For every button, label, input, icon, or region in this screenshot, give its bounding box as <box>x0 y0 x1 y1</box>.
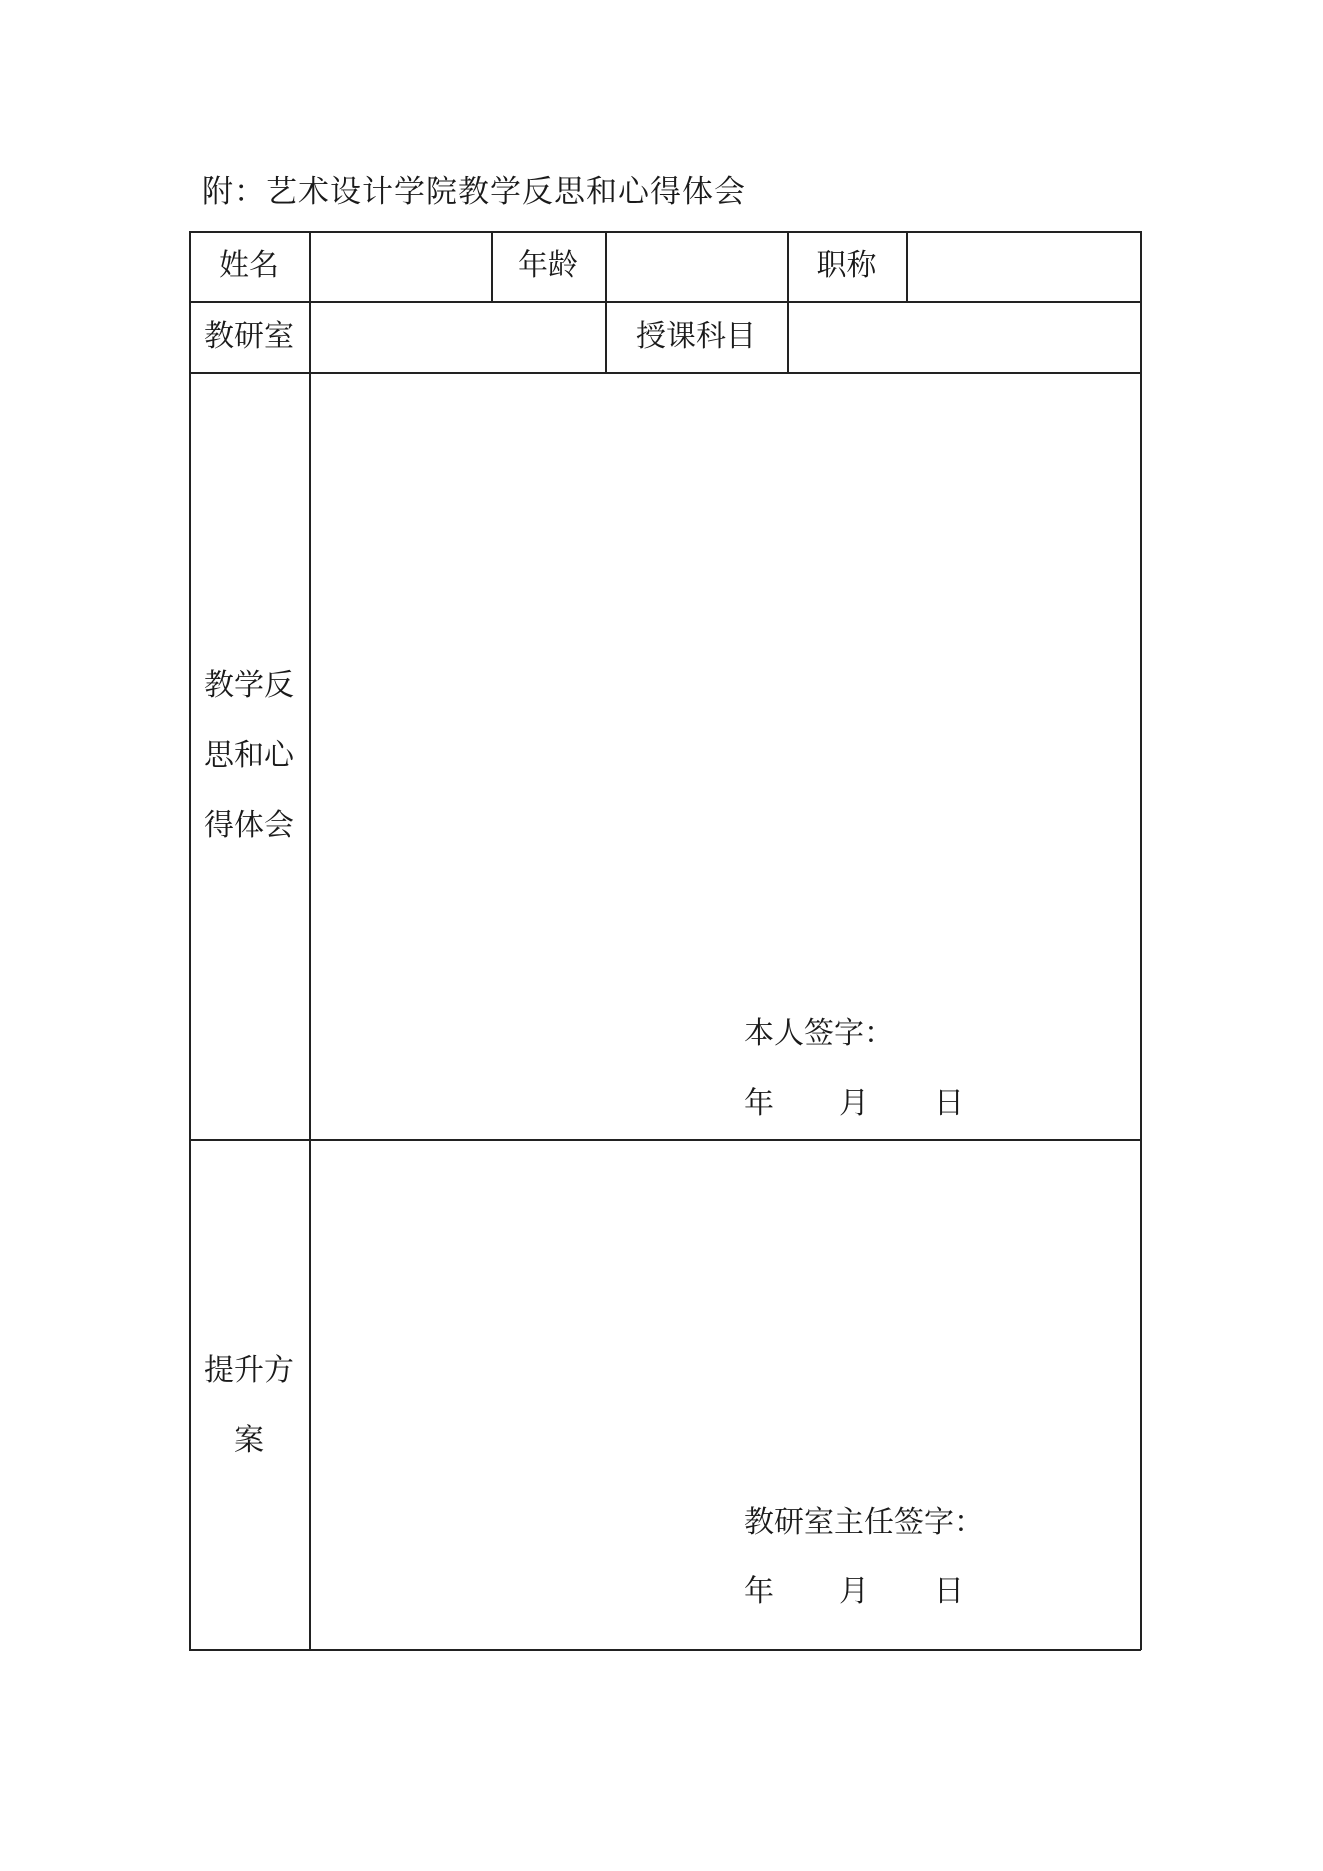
improvement-label-line-1: 提升方 <box>204 1353 294 1388</box>
reflection-label-line-2: 思和心 <box>204 738 294 773</box>
department-field[interactable] <box>311 303 604 371</box>
name-label: 姓名 <box>219 248 279 283</box>
age-field[interactable] <box>607 233 786 300</box>
reflection-label-line-3: 得体会 <box>204 808 294 843</box>
reflection-date-month: 月 <box>839 1086 869 1121</box>
department-label: 教研室 <box>204 318 294 354</box>
page-title: 附：艺术设计学院教学反思和心得体会 <box>202 174 746 210</box>
improvement-date-month: 月 <box>839 1574 869 1609</box>
improvement-date-year: 年 <box>744 1574 774 1609</box>
reflection-label <box>189 651 309 861</box>
reflection-date-year: 年 <box>744 1086 774 1121</box>
improvement-label-line-2: 案 <box>234 1423 264 1458</box>
age-label: 年龄 <box>518 248 578 283</box>
reflection-date-day: 日 <box>934 1086 964 1121</box>
improvement-label <box>189 1336 309 1476</box>
table-border-bottom <box>189 1649 1141 1651</box>
reflection-field[interactable] <box>311 374 1139 1014</box>
reflection-label-line-1: 教学反 <box>204 668 294 703</box>
job-title-field[interactable] <box>908 233 1139 300</box>
reflection-form <box>189 231 1141 1650</box>
subject-label: 授课科目 <box>636 318 756 354</box>
subject-field[interactable] <box>789 303 1139 371</box>
director-signature-label: 教研室主任签字： <box>744 1505 984 1540</box>
reflection-date <box>744 1084 974 1124</box>
name-field[interactable] <box>311 233 490 300</box>
improvement-date-day: 日 <box>934 1574 964 1609</box>
table-border-right <box>1140 231 1142 1650</box>
job-title-label: 职称 <box>816 248 877 283</box>
self-signature-label: 本人签字： <box>744 1016 894 1051</box>
improvement-field[interactable] <box>311 1141 1139 1501</box>
improvement-date <box>744 1572 974 1612</box>
